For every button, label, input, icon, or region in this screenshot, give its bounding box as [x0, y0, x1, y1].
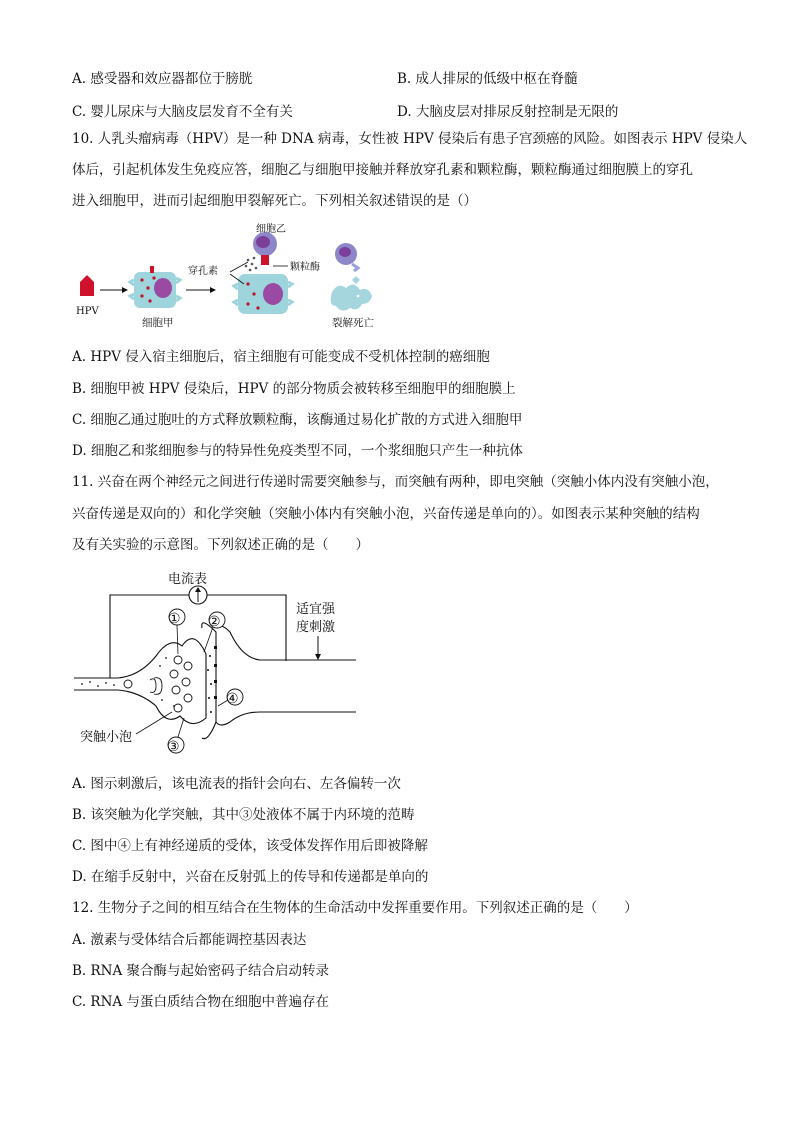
lysed-cell-icon — [331, 243, 372, 311]
q11-stem-line-2: 兴奋传递是双向的）和化学突触（突触小体内有突触小泡，兴奋传递是单向的）。如图表示某种突触的结构 — [72, 506, 700, 522]
q12-stem: 12. 生物分子之间的相互结合在生物体的生命活动中发挥重要作用。下列叙述正确的是（ ） — [72, 900, 638, 916]
q9-options-row-1 — [72, 67, 732, 85]
hpv-virus-icon — [80, 275, 94, 296]
q12-option-a: A. 激素与受体结合后都能调控基因表达 — [72, 932, 307, 948]
synaptic-cleft — [207, 655, 212, 713]
q11-stem-line-3: 及有关实验的示意图。下列叙述正确的是（ ） — [72, 537, 369, 553]
target-cell-a-icon — [234, 274, 292, 314]
presynaptic-axon — [74, 639, 206, 724]
stimulus-label-2: 度刺激 — [296, 620, 336, 635]
vesicle-label: 突触小泡 — [80, 730, 133, 745]
marker-3-pointer — [178, 718, 184, 737]
arrow-head-2 — [210, 287, 216, 293]
meter-label: 电流表 — [168, 572, 208, 587]
marker-1: ① — [168, 611, 181, 627]
q10-stem-line-1: 10. 人乳头瘤病毒（HPV）是一种 DNA 病毒，女性被 HPV 侵染后有患子宫颈癌的风险。如图表示 HPV 侵染人 — [72, 131, 748, 147]
q9-option-a: A. 感受器和效应器都位于膀胱 — [72, 71, 253, 87]
cell-b-icon — [253, 232, 277, 265]
marker-2-pointer — [204, 627, 213, 652]
vesicle-pointer — [136, 712, 172, 734]
q10-option-a: A. HPV 侵入宿主细胞后，宿主细胞有可能变成不受机体控制的癌细胞 — [72, 349, 490, 365]
q10-option-d: D. 细胞乙和浆细胞参与的特异性免疫类型不同，一个浆细胞只产生一种抗体 — [72, 443, 523, 459]
marker-3: ③ — [167, 739, 180, 755]
granzyme-label: 颗粒酶 — [290, 262, 320, 273]
q10-stem-line-3: 进入细胞甲，进而引起细胞甲裂解死亡。下列相关叙述错误的是（） — [72, 193, 477, 209]
meter-needle-head — [195, 587, 201, 592]
q9-option-c: C. 婴儿尿床与大脑皮层发育不全有关 — [72, 104, 293, 120]
q11-stem-line-1: 11. 兴奋在两个神经元之间进行传递时需要突触参与，而突触有两种，即电突触（突触小体内没有突触小泡， — [72, 474, 719, 490]
q9-options-row-2 — [72, 100, 732, 118]
lysis-label: 裂解死亡 — [332, 317, 374, 329]
cell-b-label: 细胞乙 — [256, 224, 286, 235]
q9-option-b: B. 成人排尿的低级中枢在脊髓 — [397, 71, 578, 87]
q11-option-b: B. 该突触为化学突触，其中③处液体不属于内环境的范畴 — [72, 807, 415, 823]
q11-option-c: C. 图中④上有神经递质的受体，该受体发挥作用后即被降解 — [72, 838, 428, 854]
q11-option-a: A. 图示刺激后，该电流表的指针会向右、左各偏转一次 — [72, 776, 401, 792]
q10-stem-line-2: 体后，引起机体发生免疫应答，细胞乙与细胞甲接触并释放穿孔素和颗粒酶，颗粒酶通过细胞膜上的穿孔 — [72, 162, 693, 178]
q9-option-d: D. 大脑皮层对排尿反射控制是无限的 — [397, 104, 619, 120]
stimulus-label-1: 适宜强 — [296, 602, 336, 617]
q10-immune-figure — [70, 222, 410, 334]
q10-option-b: B. 细胞甲被 HPV 侵染后，HPV 的部分物质会被转移至细胞甲的细胞膜上 — [72, 381, 516, 397]
q12-option-b: B. RNA 聚合酶与起始密码子结合启动转录 — [72, 963, 330, 979]
q11-synapse-figure — [70, 566, 370, 761]
cell-a-icon — [130, 266, 180, 308]
q11-option-d: D. 在缩手反射中，兴奋在反射弧上的传导和传递都是单向的 — [72, 869, 429, 885]
marker-2: ② — [208, 614, 221, 630]
q10-option-c: C. 细胞乙通过胞吐的方式释放颗粒酶，该酶通过易化扩散的方式进入细胞甲 — [72, 412, 523, 428]
perforin-label: 穿孔素 — [188, 266, 218, 277]
q12-option-c: C. RNA 与蛋白质结合物在细胞中普遍存在 — [72, 994, 329, 1010]
perforin-particles — [245, 257, 258, 272]
marker-4: ④ — [226, 691, 239, 707]
cell-a-label: 细胞甲 — [142, 317, 174, 329]
stimulus-arrow-head — [315, 654, 321, 660]
arrow-head-1 — [122, 287, 128, 293]
hpv-label: HPV — [76, 306, 99, 317]
